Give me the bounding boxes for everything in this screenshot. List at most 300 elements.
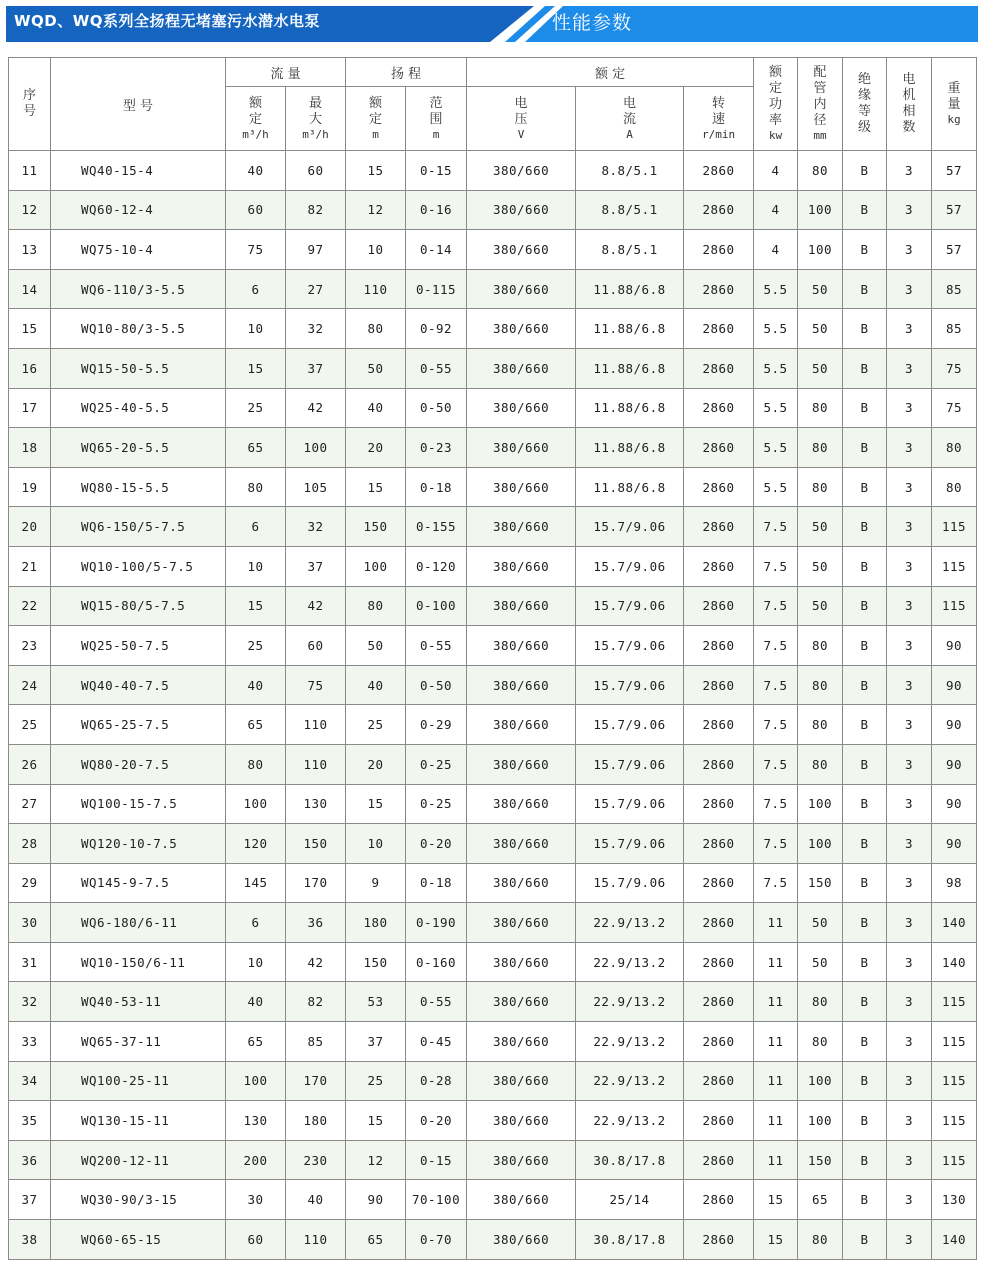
cell-flow-max: 60 [286, 151, 346, 191]
col-power: 额定功率 kw [754, 58, 798, 151]
cell-power: 7.5 [754, 744, 798, 784]
cell-power: 15 [754, 1220, 798, 1260]
cell-pipe: 50 [798, 269, 843, 309]
cell-head-rated: 15 [346, 784, 406, 824]
cell-flow-rated: 130 [226, 1101, 286, 1141]
cell-power: 4 [754, 190, 798, 230]
cell-voltage: 380/660 [467, 1061, 576, 1101]
cell-seq: 15 [9, 309, 51, 349]
cell-pipe: 100 [798, 190, 843, 230]
cell-weight: 115 [932, 507, 977, 547]
cell-current: 30.8/17.8 [576, 1140, 684, 1180]
cell-weight: 115 [932, 586, 977, 626]
col-head-rated: 额定 m [346, 87, 406, 151]
cell-head-range: 0-50 [406, 388, 467, 428]
cell-head-rated: 50 [346, 348, 406, 388]
cell-head-range: 0-70 [406, 1220, 467, 1260]
cell-insulation: B [843, 863, 887, 903]
cell-flow-max: 97 [286, 230, 346, 270]
cell-current: 25/14 [576, 1180, 684, 1220]
table-row [9, 863, 977, 903]
cell-speed: 2860 [684, 705, 754, 745]
cell-flow-rated: 80 [226, 744, 286, 784]
cell-insulation: B [843, 467, 887, 507]
cell-voltage: 380/660 [467, 942, 576, 982]
cell-flow-rated: 100 [226, 784, 286, 824]
cell-pipe: 100 [798, 1101, 843, 1141]
cell-model: WQ100-15-7.5 [51, 784, 226, 824]
cell-seq: 12 [9, 190, 51, 230]
cell-head-rated: 80 [346, 309, 406, 349]
cell-head-rated: 15 [346, 1101, 406, 1141]
table-row [9, 744, 977, 784]
cell-pipe: 50 [798, 942, 843, 982]
cell-head-rated: 25 [346, 705, 406, 745]
cell-head-range: 0-55 [406, 348, 467, 388]
cell-phases: 3 [887, 903, 932, 943]
cell-weight: 75 [932, 348, 977, 388]
table-row [9, 982, 977, 1022]
table-row [9, 824, 977, 864]
cell-power: 4 [754, 230, 798, 270]
cell-head-range: 0-100 [406, 586, 467, 626]
cell-head-range: 0-160 [406, 942, 467, 982]
cell-voltage: 380/660 [467, 626, 576, 666]
cell-flow-rated: 65 [226, 1022, 286, 1062]
cell-speed: 2860 [684, 428, 754, 468]
cell-insulation: B [843, 1101, 887, 1141]
cell-seq: 29 [9, 863, 51, 903]
cell-voltage: 380/660 [467, 467, 576, 507]
cell-insulation: B [843, 309, 887, 349]
cell-seq: 26 [9, 744, 51, 784]
cell-head-rated: 20 [346, 744, 406, 784]
cell-weight: 90 [932, 784, 977, 824]
cell-seq: 13 [9, 230, 51, 270]
cell-head-range: 0-190 [406, 903, 467, 943]
cell-insulation: B [843, 428, 887, 468]
cell-seq: 22 [9, 586, 51, 626]
cell-pipe: 50 [798, 546, 843, 586]
cell-flow-rated: 40 [226, 665, 286, 705]
col-rated: 额 定 [467, 58, 754, 87]
cell-power: 11 [754, 1140, 798, 1180]
cell-insulation: B [843, 784, 887, 824]
cell-insulation: B [843, 151, 887, 191]
cell-head-range: 0-16 [406, 190, 467, 230]
cell-speed: 2860 [684, 309, 754, 349]
table-row [9, 1220, 977, 1260]
cell-weight: 115 [932, 1061, 977, 1101]
table-row [9, 942, 977, 982]
cell-flow-rated: 10 [226, 309, 286, 349]
cell-voltage: 380/660 [467, 546, 576, 586]
table-row [9, 1180, 977, 1220]
cell-head-rated: 9 [346, 863, 406, 903]
cell-speed: 2860 [684, 546, 754, 586]
cell-power: 7.5 [754, 665, 798, 705]
cell-head-rated: 37 [346, 1022, 406, 1062]
cell-power: 7.5 [754, 546, 798, 586]
cell-phases: 3 [887, 863, 932, 903]
cell-current: 22.9/13.2 [576, 1101, 684, 1141]
cell-speed: 2860 [684, 190, 754, 230]
cell-pipe: 100 [798, 824, 843, 864]
cell-insulation: B [843, 230, 887, 270]
cell-power: 5.5 [754, 348, 798, 388]
cell-flow-max: 42 [286, 388, 346, 428]
cell-seq: 28 [9, 824, 51, 864]
cell-model: WQ65-20-5.5 [51, 428, 226, 468]
cell-flow-max: 40 [286, 1180, 346, 1220]
cell-insulation: B [843, 744, 887, 784]
cell-voltage: 380/660 [467, 863, 576, 903]
cell-voltage: 380/660 [467, 665, 576, 705]
cell-speed: 2860 [684, 784, 754, 824]
cell-speed: 2860 [684, 942, 754, 982]
cell-voltage: 380/660 [467, 1022, 576, 1062]
cell-model: WQ10-150/6-11 [51, 942, 226, 982]
cell-insulation: B [843, 507, 887, 547]
cell-phases: 3 [887, 665, 932, 705]
cell-head-range: 0-120 [406, 546, 467, 586]
cell-flow-rated: 80 [226, 467, 286, 507]
cell-weight: 115 [932, 982, 977, 1022]
cell-weight: 85 [932, 309, 977, 349]
cell-power: 7.5 [754, 507, 798, 547]
cell-flow-max: 110 [286, 705, 346, 745]
cell-speed: 2860 [684, 744, 754, 784]
cell-phases: 3 [887, 1022, 932, 1062]
cell-phases: 3 [887, 626, 932, 666]
cell-voltage: 380/660 [467, 903, 576, 943]
cell-speed: 2860 [684, 1140, 754, 1180]
cell-flow-max: 100 [286, 428, 346, 468]
col-phases: 电机相数 [887, 58, 932, 151]
cell-current: 11.88/6.8 [576, 269, 684, 309]
cell-speed: 2860 [684, 626, 754, 666]
cell-head-rated: 80 [346, 586, 406, 626]
cell-seq: 11 [9, 151, 51, 191]
cell-phases: 3 [887, 546, 932, 586]
cell-power: 15 [754, 1180, 798, 1220]
cell-insulation: B [843, 190, 887, 230]
cell-phases: 3 [887, 309, 932, 349]
cell-pipe: 100 [798, 230, 843, 270]
cell-current: 15.7/9.06 [576, 546, 684, 586]
table-row [9, 903, 977, 943]
cell-speed: 2860 [684, 467, 754, 507]
cell-voltage: 380/660 [467, 309, 576, 349]
cell-pipe: 50 [798, 507, 843, 547]
cell-phases: 3 [887, 151, 932, 191]
cell-weight: 90 [932, 705, 977, 745]
cell-insulation: B [843, 705, 887, 745]
cell-model: WQ200-12-11 [51, 1140, 226, 1180]
col-speed: 转速 r/min [684, 87, 754, 151]
cell-current: 8.8/5.1 [576, 230, 684, 270]
col-head: 扬 程 [346, 58, 467, 87]
cell-weight: 115 [932, 1022, 977, 1062]
section-title: 性能参数 [552, 12, 633, 34]
cell-pipe: 80 [798, 665, 843, 705]
table-row [9, 230, 977, 270]
col-pipe: 配管内径 mm [798, 58, 843, 151]
cell-flow-max: 105 [286, 467, 346, 507]
cell-head-rated: 40 [346, 665, 406, 705]
table-row [9, 269, 977, 309]
cell-seq: 23 [9, 626, 51, 666]
cell-seq: 20 [9, 507, 51, 547]
cell-speed: 2860 [684, 665, 754, 705]
cell-speed: 2860 [684, 1180, 754, 1220]
cell-model: WQ75-10-4 [51, 230, 226, 270]
cell-voltage: 380/660 [467, 586, 576, 626]
cell-phases: 3 [887, 230, 932, 270]
cell-flow-max: 170 [286, 1061, 346, 1101]
cell-head-rated: 110 [346, 269, 406, 309]
cell-power: 11 [754, 1061, 798, 1101]
cell-speed: 2860 [684, 863, 754, 903]
cell-power: 11 [754, 982, 798, 1022]
table-row [9, 1140, 977, 1180]
cell-current: 8.8/5.1 [576, 151, 684, 191]
cell-flow-max: 150 [286, 824, 346, 864]
cell-head-rated: 25 [346, 1061, 406, 1101]
cell-head-range: 0-15 [406, 151, 467, 191]
cell-speed: 2860 [684, 230, 754, 270]
cell-power: 7.5 [754, 784, 798, 824]
cell-insulation: B [843, 1022, 887, 1062]
cell-seq: 37 [9, 1180, 51, 1220]
cell-weight: 80 [932, 428, 977, 468]
cell-current: 15.7/9.06 [576, 744, 684, 784]
cell-head-rated: 150 [346, 507, 406, 547]
cell-power: 7.5 [754, 824, 798, 864]
cell-pipe: 80 [798, 467, 843, 507]
cell-phases: 3 [887, 269, 932, 309]
cell-speed: 2860 [684, 982, 754, 1022]
cell-phases: 3 [887, 1140, 932, 1180]
cell-flow-rated: 100 [226, 1061, 286, 1101]
cell-flow-max: 27 [286, 269, 346, 309]
table-row [9, 428, 977, 468]
cell-pipe: 80 [798, 744, 843, 784]
cell-weight: 90 [932, 744, 977, 784]
cell-head-range: 0-29 [406, 705, 467, 745]
cell-voltage: 380/660 [467, 151, 576, 191]
cell-pipe: 150 [798, 863, 843, 903]
cell-weight: 75 [932, 388, 977, 428]
col-insulation: 绝缘等级 [843, 58, 887, 151]
cell-model: WQ145-9-7.5 [51, 863, 226, 903]
cell-pipe: 50 [798, 903, 843, 943]
cell-pipe: 50 [798, 348, 843, 388]
cell-power: 5.5 [754, 309, 798, 349]
col-current: 电流 A [576, 87, 684, 151]
cell-speed: 2860 [684, 903, 754, 943]
cell-model: WQ40-53-11 [51, 982, 226, 1022]
col-flow-max: 最大 m³/h [286, 87, 346, 151]
cell-model: WQ30-90/3-15 [51, 1180, 226, 1220]
cell-speed: 2860 [684, 269, 754, 309]
cell-speed: 2860 [684, 1220, 754, 1260]
cell-seq: 25 [9, 705, 51, 745]
col-model: 型 号 [51, 58, 226, 151]
cell-phases: 3 [887, 1180, 932, 1220]
cell-speed: 2860 [684, 388, 754, 428]
cell-flow-rated: 6 [226, 507, 286, 547]
cell-head-range: 0-20 [406, 824, 467, 864]
table-row [9, 190, 977, 230]
cell-flow-max: 230 [286, 1140, 346, 1180]
cell-weight: 90 [932, 626, 977, 666]
cell-head-rated: 15 [346, 151, 406, 191]
cell-power: 11 [754, 1101, 798, 1141]
cell-phases: 3 [887, 388, 932, 428]
cell-flow-rated: 25 [226, 626, 286, 666]
cell-seq: 34 [9, 1061, 51, 1101]
cell-head-rated: 12 [346, 1140, 406, 1180]
cell-head-range: 0-25 [406, 744, 467, 784]
cell-current: 15.7/9.06 [576, 665, 684, 705]
cell-flow-max: 32 [286, 507, 346, 547]
table-row [9, 348, 977, 388]
table-row [9, 309, 977, 349]
cell-speed: 2860 [684, 348, 754, 388]
cell-model: WQ6-110/3-5.5 [51, 269, 226, 309]
cell-seq: 24 [9, 665, 51, 705]
cell-flow-rated: 15 [226, 348, 286, 388]
cell-head-range: 0-50 [406, 665, 467, 705]
cell-head-range: 0-28 [406, 1061, 467, 1101]
cell-insulation: B [843, 942, 887, 982]
cell-phases: 3 [887, 744, 932, 784]
cell-pipe: 80 [798, 626, 843, 666]
cell-flow-max: 36 [286, 903, 346, 943]
cell-current: 22.9/13.2 [576, 982, 684, 1022]
cell-current: 8.8/5.1 [576, 190, 684, 230]
cell-pipe: 50 [798, 309, 843, 349]
cell-insulation: B [843, 586, 887, 626]
cell-speed: 2860 [684, 1061, 754, 1101]
cell-voltage: 380/660 [467, 428, 576, 468]
cell-head-rated: 40 [346, 388, 406, 428]
table-row [9, 507, 977, 547]
cell-phases: 3 [887, 428, 932, 468]
cell-weight: 57 [932, 190, 977, 230]
cell-flow-rated: 60 [226, 190, 286, 230]
cell-flow-max: 170 [286, 863, 346, 903]
cell-head-rated: 100 [346, 546, 406, 586]
cell-head-range: 0-115 [406, 269, 467, 309]
table-row [9, 586, 977, 626]
cell-seq: 30 [9, 903, 51, 943]
table-row [9, 705, 977, 745]
cell-head-range: 0-45 [406, 1022, 467, 1062]
cell-seq: 18 [9, 428, 51, 468]
cell-flow-rated: 120 [226, 824, 286, 864]
cell-current: 15.7/9.06 [576, 824, 684, 864]
cell-current: 22.9/13.2 [576, 1022, 684, 1062]
cell-speed: 2860 [684, 1022, 754, 1062]
cell-phases: 3 [887, 1061, 932, 1101]
cell-power: 5.5 [754, 467, 798, 507]
cell-current: 11.88/6.8 [576, 388, 684, 428]
cell-flow-max: 110 [286, 744, 346, 784]
cell-flow-rated: 145 [226, 863, 286, 903]
cell-voltage: 380/660 [467, 190, 576, 230]
cell-head-range: 0-15 [406, 1140, 467, 1180]
cell-power: 7.5 [754, 863, 798, 903]
cell-model: WQ6-180/6-11 [51, 903, 226, 943]
cell-seq: 17 [9, 388, 51, 428]
table-row [9, 1022, 977, 1062]
cell-weight: 130 [932, 1180, 977, 1220]
cell-head-rated: 90 [346, 1180, 406, 1220]
cell-phases: 3 [887, 348, 932, 388]
cell-pipe: 80 [798, 1220, 843, 1260]
cell-model: WQ65-37-11 [51, 1022, 226, 1062]
cell-model: WQ25-40-5.5 [51, 388, 226, 428]
cell-phases: 3 [887, 507, 932, 547]
cell-speed: 2860 [684, 586, 754, 626]
cell-seq: 38 [9, 1220, 51, 1260]
cell-insulation: B [843, 1140, 887, 1180]
cell-flow-rated: 60 [226, 1220, 286, 1260]
cell-insulation: B [843, 1061, 887, 1101]
cell-model: WQ80-15-5.5 [51, 467, 226, 507]
table-row [9, 467, 977, 507]
col-seq: 序号 [9, 58, 51, 151]
cell-weight: 140 [932, 942, 977, 982]
cell-flow-max: 32 [286, 309, 346, 349]
cell-seq: 21 [9, 546, 51, 586]
cell-current: 15.7/9.06 [576, 586, 684, 626]
cell-voltage: 380/660 [467, 744, 576, 784]
cell-head-range: 0-155 [406, 507, 467, 547]
cell-head-rated: 20 [346, 428, 406, 468]
cell-head-range: 0-92 [406, 309, 467, 349]
cell-weight: 57 [932, 151, 977, 191]
table-row [9, 626, 977, 666]
cell-weight: 115 [932, 1140, 977, 1180]
cell-speed: 2860 [684, 1101, 754, 1141]
cell-flow-max: 180 [286, 1101, 346, 1141]
cell-head-range: 70-100 [406, 1180, 467, 1220]
cell-model: WQ6-150/5-7.5 [51, 507, 226, 547]
cell-power: 7.5 [754, 586, 798, 626]
cell-phases: 3 [887, 1101, 932, 1141]
col-flow: 流 量 [226, 58, 346, 87]
cell-pipe: 80 [798, 151, 843, 191]
cell-weight: 85 [932, 269, 977, 309]
cell-flow-max: 60 [286, 626, 346, 666]
cell-head-rated: 180 [346, 903, 406, 943]
cell-head-rated: 50 [346, 626, 406, 666]
cell-head-range: 0-20 [406, 1101, 467, 1141]
cell-seq: 36 [9, 1140, 51, 1180]
cell-weight: 57 [932, 230, 977, 270]
cell-insulation: B [843, 824, 887, 864]
cell-pipe: 80 [798, 705, 843, 745]
cell-model: WQ100-25-11 [51, 1061, 226, 1101]
cell-insulation: B [843, 665, 887, 705]
cell-current: 15.7/9.06 [576, 863, 684, 903]
cell-flow-rated: 25 [226, 388, 286, 428]
cell-model: WQ60-12-4 [51, 190, 226, 230]
cell-voltage: 380/660 [467, 705, 576, 745]
